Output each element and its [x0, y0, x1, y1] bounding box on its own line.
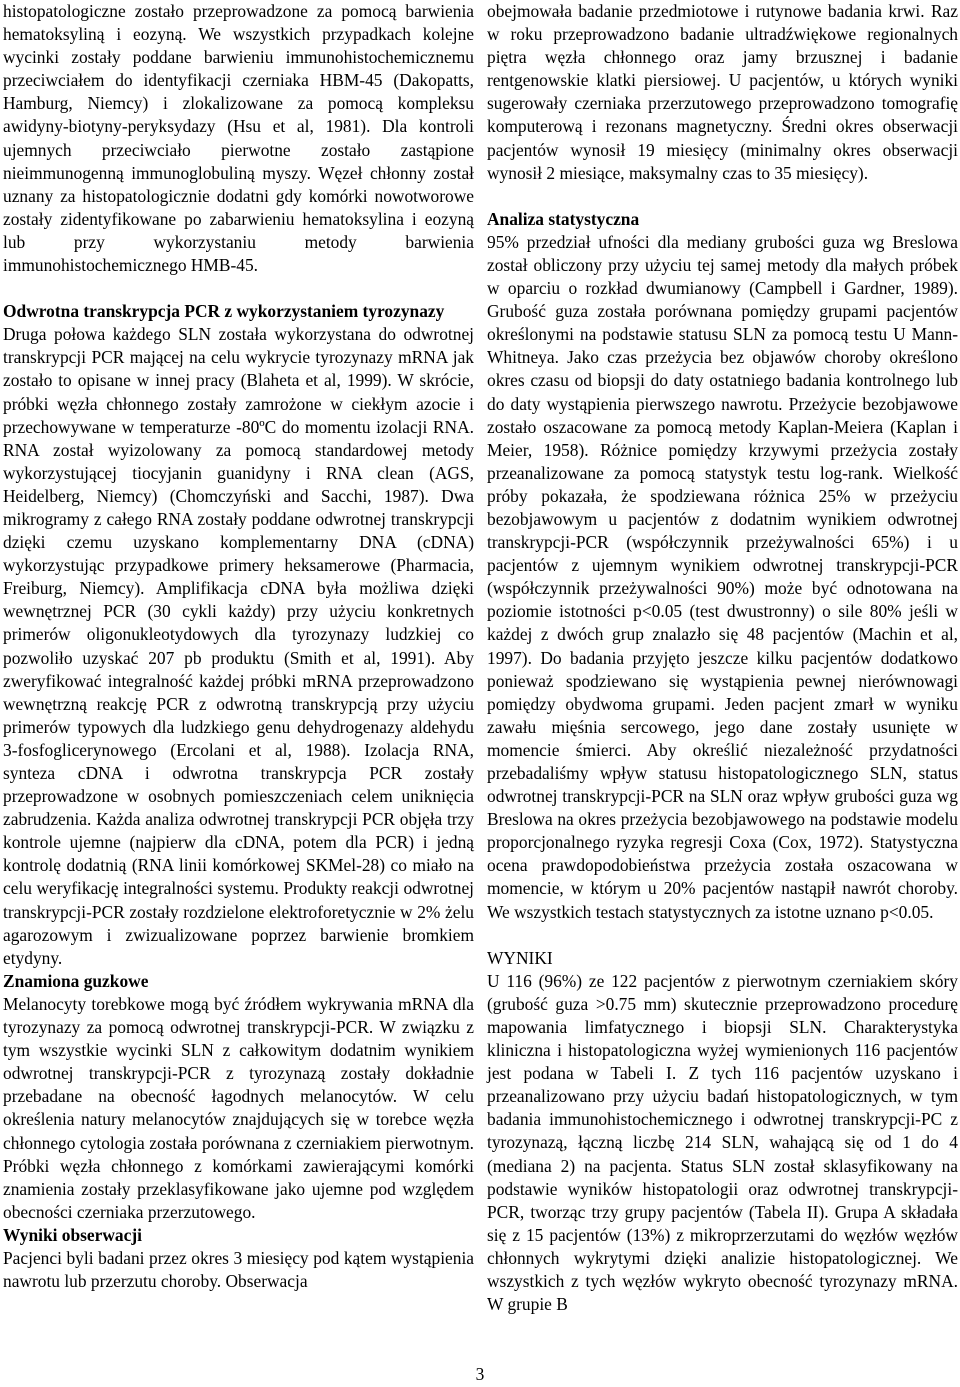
left-column — [3, 0, 474, 1293]
body-paragraph: obejmowała badanie przedmiotowe i rutynowe badania krwi. Raz w roku przeprowadzono badanie ultradźwiękowe regionalnych piętra węzła chłonnego oraz jamy brzusznej i badanie rentgenowskie klatki piersiowej. U pacjentów, u których wyniki sugerowały czerniaka przerzutowego przeprowadzono tomografię komputerową i rezonans magnetyczny. Średni okres obserwacji pacjentów wynosił 19 miesięcy (minimalny okres obserwacji wynosił 2 miesiące, maksymalny czas to 35 miesięcy). — [487, 1, 958, 183]
section-heading: Analiza statystyczna — [487, 208, 640, 229]
section-heading: Odwrotna transkrypcja PCR z wykorzystaniem tyrozynazy — [3, 301, 445, 322]
section-heading: Wyniki obserwacji — [3, 1224, 142, 1245]
right-column — [487, 0, 958, 1316]
body-paragraph: Pacjenci byli badani przez okres 3 miesięcy pod kątem wystąpienia nawrotu lub przerzutu choroby. Obserwacja — [3, 1247, 474, 1292]
body-paragraph: 95% przedział ufności dla mediany grubości guza wg Breslowa został obliczony przy użyciu tej samej metody dla małych próbek w oparciu o rozkład dwumianowy (Campbell i Gardner, 1989). Grubość guza została porównana pomiędzy grupami pacjentów określonymi na podstawie statusu SLN za pomocą testu U Mann-Whitneya. Jako czas przeżycia bez objawów choroby określono okres czasu od biopsji do daty ostatniego badania kontrolnego lub do daty wystąpienia pierwszego nawrotu. Przeżycie bezobjawowe zostało oszacowane za pomocą metody Kaplan-Meiera (Kaplan i Meier, 1958). Różnice pomiędzy krzywymi przeżycia zostały przeanalizowane za pomocą statystyk testu log-rank. Wielkość próby pokazała, że spodziewana różnica 25% w przeżyciu bezobjawowym u pacjentów z dodatnim wynikiem odwrotnej transkrypcji-PCR (współczynnik przeżywalności 65%) i u pacjentów z ujemnym wynikiem odwrotnej transkrypcji-PCR (współczynnik przeżywalności 90%) może być odnotowana na poziomie istotności p<0.05 (test dwustronny) o sile 80% jeśli w każdej z dwóch grup znalazło się 48 pacjentów (Machin et al, 1997). Do badania przyjęto jeszcze kilku pacjentów dodatkowo ponieważ spodziewano się wystąpienia pewnej nierównowagi pomiędzy obydwoma grupami. Jeden pacjent zmarł w wyniku zawału mięśnia sercowego, jego dane zostały usunięte w momencie śmierci. Aby określić niezależność przydatności przebadaliśmy wpływ statusu histopatologicznego SLN, status odwrotnej transkrypcji-PCR na SLN oraz wpływ grubości guza wg Breslowa na okres przeżycia bezobjawowego na podstawie modelu proporcjonalnego ryzyka regresji Coxa (Cox, 1972). Statystyczna ocena prawdopodobieństwa przeżycia została oszacowana w momencie, w którym u 20% pacjentów nastąpił nawrót choroby. We wszystkich testach statystycznych za istotne uznano p<0.05. — [487, 231, 958, 922]
page-number: 3 — [475, 1364, 485, 1384]
body-paragraph: histopatologiczne zostało przeprowadzone za pomocą barwienia hematoksyliną i eozyną. We wszystkich przypadkach kolejne wycinki zostały poddane barwieniu immunohistochemicznemu przeciwciałem do identyfikacji czerniaka HBM-45 (Dakopatts, Hamburg, Niemcy) i zlokalizowane za pomocą kompleksu awidyny-biotyny-peryksydazy (Hsu et al, 1981). Dla kontroli ujemnych przeciwciało pierwotne zostało zastąpione nieimmunogenną immunoglobuliną myszy. Węzeł chłonny został uznany za histopatologicznie dodatni gdy komórki nowotworowe zostały zidentyfikowane po zabarwieniu hematoksylina i eozyną lub przy wykorzystaniu metody barwienia immunohistochemicznego HMB-45. — [3, 1, 474, 276]
body-paragraph: U 116 (96%) ze 122 pacjentów z pierwotnym czerniakiem skóry (grubość guza >0.75 mm) skutecznie przeprowadzono procedurę mapowania limfatycznego i biopsji SLN. Charakterystyka kliniczna i histopatologiczna wyżej wymienionych 116 pacjentów jest podana w Tabeli I. Z tych 116 pacjentów uzyskano i przeanalizowano przy użyciu badań histopatologicznych, w tym badania immunohistochemicznego i odwrotnej transkrypcji-PC z tyrozynazą, łączną liczbę 214 SLN, wahającą się od 1 do 4 (mediana 2) na pacjenta. Status SLN został sklasyfikowany na podstawie wyników histopatologii oraz odwrotnej transkrypcji-PCR, tworząc trzy grupy pacjentów (Tabela II). Grupa A składała się z 15 pacjentów (13%) z mikroprzerzutami do węzłów węzłów chłonnych wykrytymi dzięki analizie histopatologicznej. We wszystkich z tych węzłów wykryto obecność tyrozynazy mRNA. W grupie B — [487, 970, 958, 1315]
body-paragraph: Melanocyty torebkowe mogą być źródłem wykrywania mRNA dla tyrozynazy za pomocą odwrotnej transkrypcji-PCR. W związku z tym wszystkie wycinki SLN z całkowitym dodatnim wynikiem odwrotnej transkrypcji-PCR z tyrozynazą zostały dokładnie przebadane na obecność łagodnych melanocytów. W celu określenia natury melanocytów znajdujących się w torebce węzła chłonnego cytologia została porównana z czerniakiem pierwotnym. Próbki węzła chłonnego z komórkami zawierającymi komórki znamienia zostały przeklasyfikowane jako ujemne pod względem obecności czerniaka przerzutowego. — [3, 993, 474, 1222]
body-paragraph: Druga połowa każdego SLN została wykorzystana do odwrotnej transkrypcji PCR mającej na celu wykrycie tyrozynazy mRNA jak zostało to opisane w innej pracy (Blaheta et al, 1999). W skrócie, próbki węzła chłonnego zostały zamrożone w ciekłym azocie i przechowywane w temperaturze -80ºC do momentu izolacji RNA. RNA został wyizolowany za pomocą standardowej metody wykorzystującej tiocyjanin guanidyny i RNA clean (AGS, Heidelberg, Niemcy) (Chomczyński and Sacchi, 1987). Dwa mikrogramy z całego RNA zostały poddane odwrotnej transkrypcji dzięki czemu uzyskano komplementarny DNA (cDNA) wykorzystując przypadkowe primery heksamerowe (Pharmacia, Freiburg, Niemcy). Amplifikacja cDNA była możliwa dzięki wewnętrznej PCR (30 cykli każdy) przy użyciu konkretnych primerów oligonukleotydowych dla tyrozynazy ludzkiej co pozwoliło uzyskać 207 pb produktu (Smith et al, 1991). Aby zweryfikować integralność każdej próbki mRNA przeprowadzono wewnętrzną reakcję PCR z odwrotną transkrypcją przy użyciu primerów typowych dla ludzkiego genu dehydrogenazy aldehydu 3-fosfoglicerynowego (Ercolani et al, 1988). Izolacja RNA, synteza cDNA i odwrotna transkrypcja PCR zostały przeprowadzone w osobnych pomieszczeniach celem uniknięcia zabrudzenia. Każda analiza odwrotnej transkrypcji PCR objęła trzy kontrole ujemne (najpierw dla cDNA, potem dla PCR) i jedną kontrolę dodatnią (RNA linii komórkowej SKMel-28) co miało na celu weryfikację integralności systemu. Produkty reakcji odwrotnej transkrypcji-PCR zostały rozdzielone elektroforetycznie w 2% żelu agarozowym i zwizualizowane poprzez barwienie bromkiem etydyny. — [3, 324, 474, 968]
section-heading: WYNIKI — [487, 947, 553, 968]
section-heading: Znamiona guzkowe — [3, 970, 149, 991]
